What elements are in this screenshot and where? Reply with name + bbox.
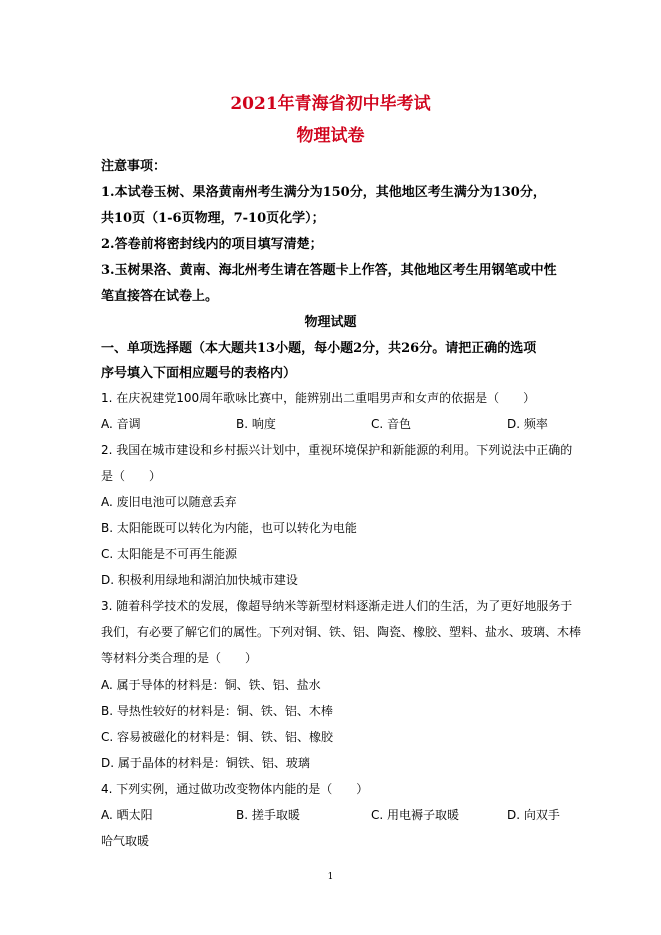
notice-heading: 注意事项： (101, 159, 167, 174)
section-title: 物理试题 (304, 315, 357, 330)
option-c: C. 音色 (371, 417, 412, 431)
option-d: D. 属于晶体的材料是：铜铁、铝、玻璃 (101, 756, 310, 770)
option-b: B. 响度 (236, 417, 276, 431)
notice-line: 笔直接答在试卷上。 (101, 289, 219, 304)
question-stem: 是（ ） (101, 469, 162, 483)
option-a: A. 废旧电池可以随意丢弃 (101, 495, 237, 509)
option-c: C. 太阳能是不可再生能源 (101, 547, 238, 561)
option-d: D. 频率 (507, 417, 548, 431)
page-number: 1 (327, 872, 334, 882)
option-d-continued: 哈气取暖 (101, 834, 150, 848)
notice-line: 共10页（1-6页物理，7-10页化学）； (101, 211, 325, 226)
exam-title: 2021年青海省初中毕考试 (230, 94, 431, 114)
notice-line: 2.答卷前将密封线内的项目填写清楚； (101, 237, 323, 252)
question-stem: 2. 我国在城市建设和乡村振兴计划中，重视环境保护和新能源的利用。下列说法中正确的 (101, 443, 573, 457)
part-heading: 序号填入下面相应题号的表格内） (101, 366, 297, 381)
notice-line: 3.玉树果洛、黄南、海北州考生请在答题卡上作答，其他地区考生用钢笔或中性 (101, 263, 557, 278)
question-stem: 4. 下列实例，通过做功改变物体内能的是（ ） (101, 782, 369, 796)
option-d: D. 向双手 (507, 808, 560, 822)
notice-line: 1.本试卷玉树、果洛黄南州考生满分为150分，其他地区考生满分为130分， (101, 185, 546, 200)
option-a: A. 属于导体的材料是：铜、铁、铝、盐水 (101, 678, 321, 692)
option-d: D. 积极利用绿地和湖泊加快城市建设 (101, 573, 298, 587)
option-a: A. 晒太阳 (101, 808, 153, 822)
exam-subtitle: 物理试卷 (296, 126, 365, 146)
part-heading: 一、单项选择题（本大题共13小题，每小题2分，共26分。请把正确的选项 (101, 341, 537, 356)
question-stem: 1. 在庆祝建党100周年歌咏比赛中，能辨别出二重唱男声和女声的依据是（ ） (101, 391, 536, 405)
question-stem: 3. 随着科学技术的发展，像超导纳米等新型材料逐渐走进人们的生活，为了更好地服务于 (101, 599, 573, 613)
option-c: C. 容易被磁化的材料是：铜、铁、铝、橡胶 (101, 730, 334, 744)
option-c: C. 用电褥子取暖 (371, 808, 460, 822)
option-b: B. 导热性较好的材料是：铜、铁、铝、木棒 (101, 704, 333, 718)
option-a: A. 音调 (101, 417, 141, 431)
option-b: B. 搓手取暖 (236, 808, 300, 822)
question-stem: 等材料分类合理的是（ ） (101, 651, 258, 665)
question-stem: 我们，有必要了解它们的属性。下列对铜、铁、铝、陶瓷、橡胶、塑料、盐水、玻璃、木棒 (101, 625, 582, 639)
option-b: B. 太阳能既可以转化为内能，也可以转化为电能 (101, 521, 357, 535)
